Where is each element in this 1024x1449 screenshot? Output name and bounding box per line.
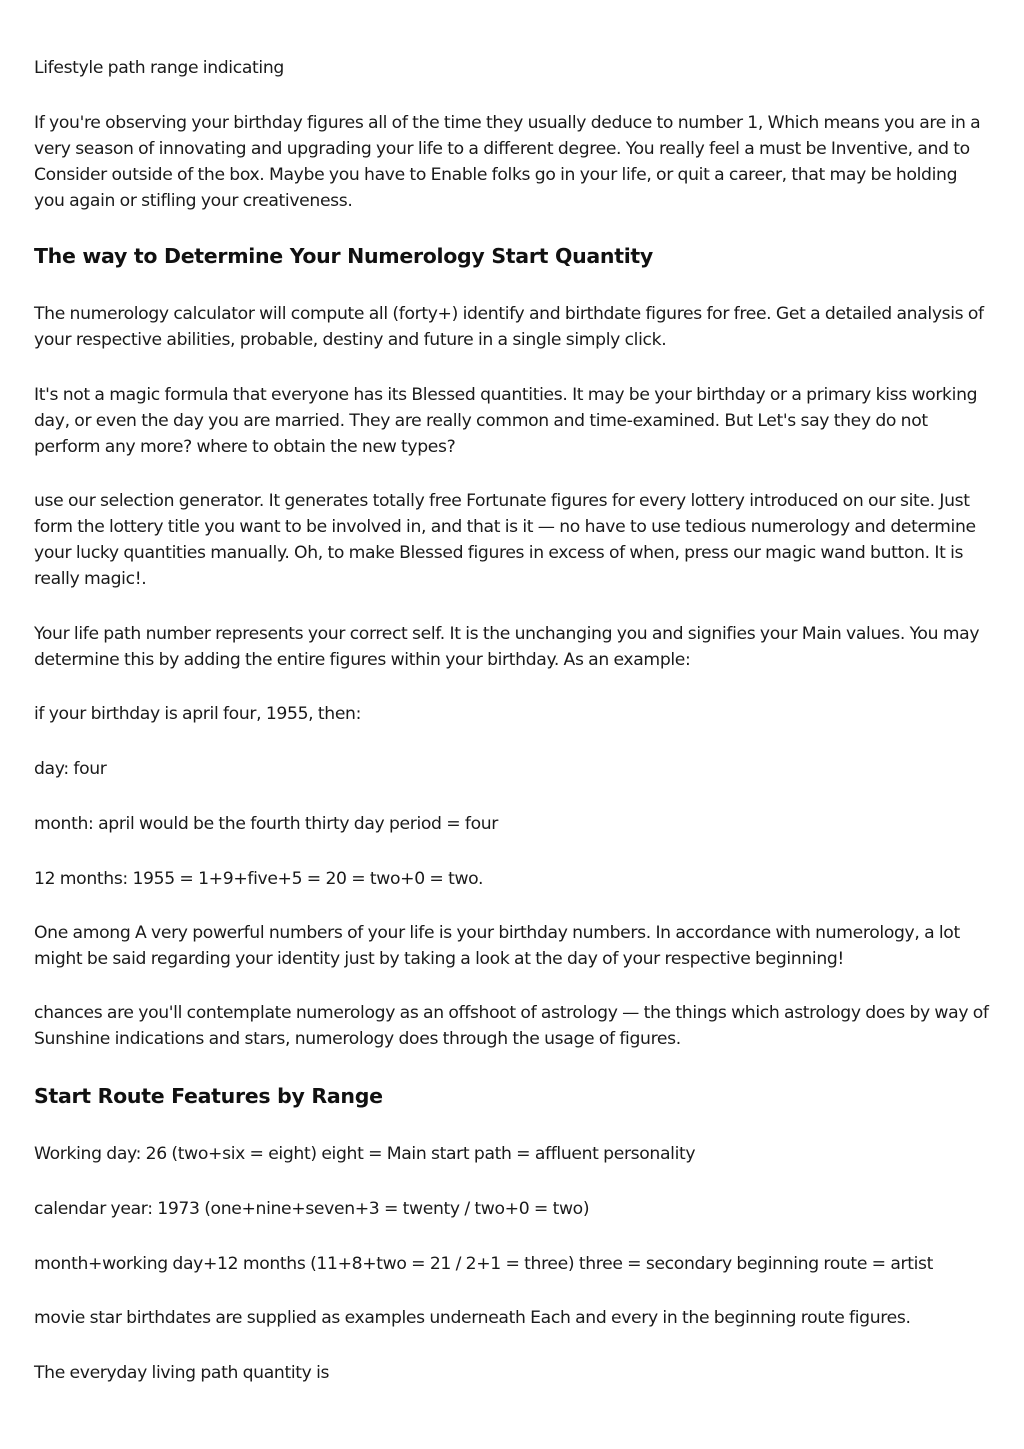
example-intro: if your birthday is april four, 1955, then: (34, 704, 362, 724)
paragraph-selection-generator: use our selection generator. It generates totally free Fortunate figures for every lottery introduced on our site. Just form the lottery title you want to be involved in, and that is it — no have to use tedious numerology and determine your lucky quantities manually. Oh, to make Blessed figures in excess of when, press our magic wand button. It is really magic!. (34, 491, 976, 589)
line-final: The everyday living path quantity is (34, 1363, 330, 1383)
paragraph-life-path: Your life path number represents your correct self. It is the unchanging you and signifies your Main values. You may determine this by adding the entire figures within your birthday. As an example: (34, 624, 980, 670)
section-heading-birth-number: The way to Determine Your Numerology Start Quantity (34, 244, 653, 268)
intro-paragraph: If you're observing your birthday figures all of the time they usually deduce to number 1, Which means you are in a very season of innovating and upgrading your life to a different degree. You really feel a must be Inventive, and to Consider outside of the box. Maybe you have to Enable folks go in your life, or quit a career, that may be holding you again or stifling your creativeness. (34, 113, 981, 211)
section-heading-start-route: Start Route Features by Range (34, 1084, 383, 1108)
line-movie-star: movie star birthdates are supplied as examples underneath Each and every in the beginning route figures. (34, 1308, 911, 1328)
paragraph-astrology: chances are you'll contemplate numerology as an offshoot of astrology — the things which astrology does by way of Sunshine indications and stars, numerology does through the usage of figures. (34, 1003, 989, 1049)
line-working-day: Working day: 26 (two+six = eight) eight = Main start path = affluent personality (34, 1144, 696, 1164)
example-month: month: april would be the fourth thirty day period = four (34, 814, 498, 834)
intro-label: Lifestyle path range indicating (34, 58, 284, 78)
example-day: day: four (34, 759, 107, 779)
paragraph-calculator: The numerology calculator will compute all (forty+) identify and birthdate figures for free. Get a detailed analysis of your respective abilities, probable, destiny and future in a single simply click. (34, 304, 984, 350)
paragraph-birthday-numbers: One among A very powerful numbers of your life is your birthday numbers. In accordance with numerology, a lot might be said regarding your identity just by taking a look at the day of your respective beginning! (34, 923, 960, 969)
paragraph-lucky-quantities: It's not a magic formula that everyone has its Blessed quantities. It may be your birthday or a primary kiss working day, or even the day you are married. They are really common and time-examined. But Let's say they do not perform any more? where to obtain the new types? (34, 385, 978, 457)
line-month-sum: month+working day+12 months (11+8+two = 21 / 2+1 = three) three = secondary beginning route = artist (34, 1254, 934, 1274)
line-calendar-year: calendar year: 1973 (one+nine+seven+3 = twenty / two+0 = two) (34, 1199, 590, 1219)
example-year: 12 months: 1955 = 1+9+five+5 = 20 = two+0 = two. (34, 869, 484, 889)
